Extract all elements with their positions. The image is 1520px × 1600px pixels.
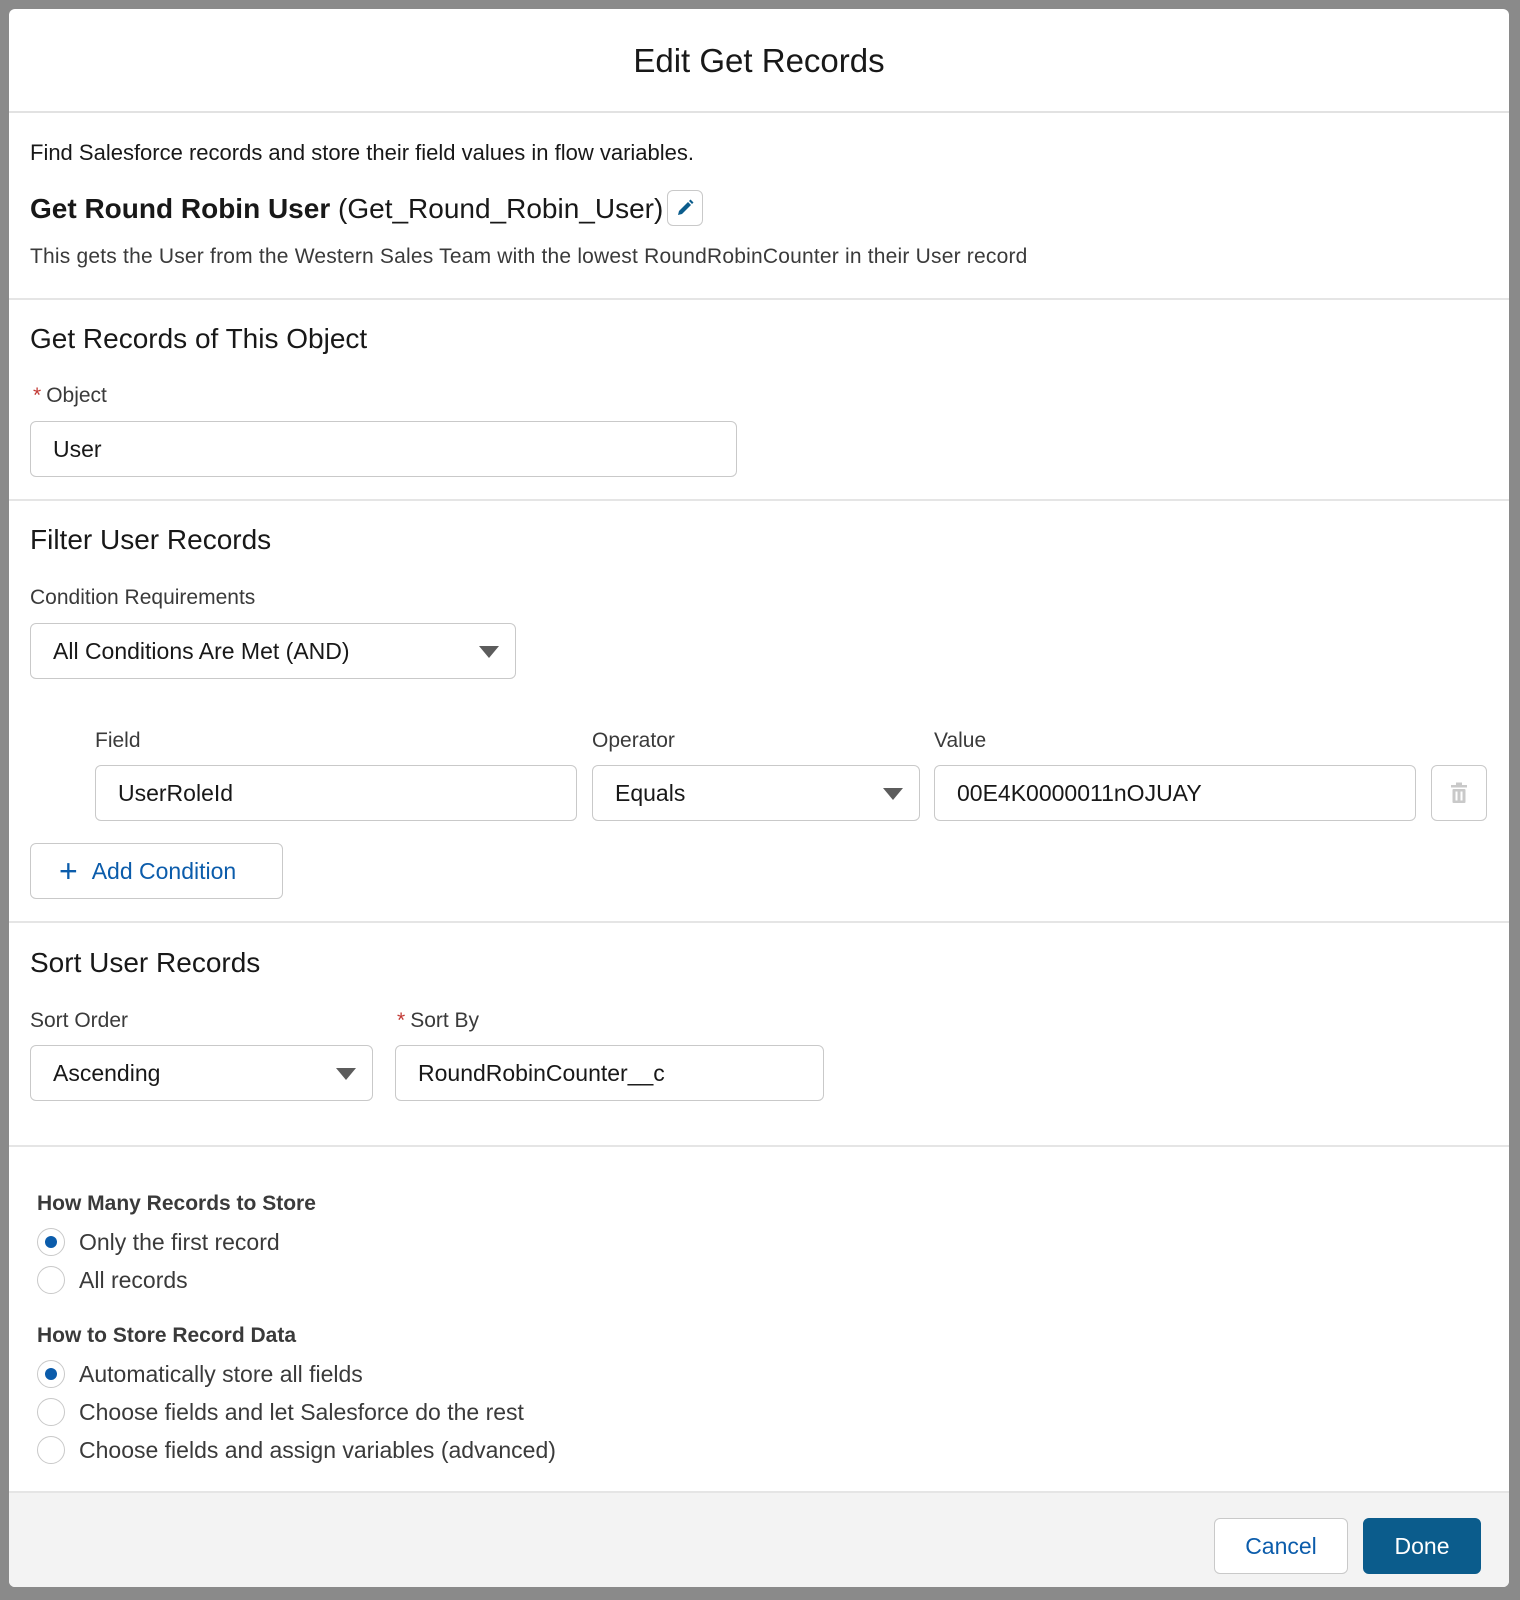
sort-order-select[interactable] [30,1045,373,1101]
sort-section-title: Sort User Records [30,947,261,978]
operator-column-label: Operator [592,729,675,752]
cancel-button[interactable]: Cancel [1214,1518,1348,1574]
radio-label: Automatically store all fields [79,1360,363,1387]
modal-footer [9,1491,1509,1587]
sort-order-value: Ascending [53,1059,161,1086]
condition-operator-select[interactable] [592,765,920,821]
chevron-down-icon [479,646,499,658]
sort-order-label: Sort Order [30,1009,129,1032]
radio-button[interactable] [37,1360,65,1388]
radio-label: Only the first record [79,1228,280,1255]
condition-requirements-value: All Conditions Are Met (AND) [53,637,350,664]
delete-condition-button[interactable] [1431,765,1487,821]
radio-choose-fields-salesforce[interactable] [37,1398,524,1426]
modal-description: Find Salesforce records and store their field values in flow variables. [30,140,694,165]
object-field-label [33,384,107,408]
object-input-value: User [53,435,102,462]
add-condition-label: Add Condition [91,857,237,884]
radio-label: All records [79,1266,188,1293]
radio-only-first-record[interactable] [37,1228,280,1256]
chevron-down-icon [883,788,903,800]
condition-value-text: 00E4K0000011nOJUAY [957,779,1202,806]
divider [9,921,1509,923]
object-label-text: Object [46,384,107,407]
radio-button[interactable] [37,1436,65,1464]
radio-button[interactable] [37,1266,65,1294]
condition-value-input[interactable] [934,765,1416,821]
pencil-icon [675,198,695,218]
element-api-name: (Get_Round_Robin_User) [338,193,664,224]
sort-by-label [397,1009,479,1033]
radio-all-records[interactable] [37,1266,188,1294]
condition-requirements-label: Condition Requirements [30,586,256,609]
element-title [30,193,663,225]
plus-icon: + [59,853,78,889]
condition-requirements-select[interactable] [30,623,516,679]
divider [9,499,1509,501]
condition-operator-value: Equals [615,779,686,806]
field-column-label: Field [95,729,141,752]
object-input[interactable] [30,421,737,477]
store-how-title: How to Store Record Data [37,1324,297,1347]
radio-label: Choose fields and assign variables (advanced) [79,1436,556,1463]
radio-choose-fields-assign[interactable] [37,1436,556,1464]
divider [9,1145,1509,1147]
object-section-title: Get Records of This Object [30,323,368,354]
done-button[interactable]: Done [1363,1518,1481,1574]
store-count-title: How Many Records to Store [37,1192,316,1215]
radio-button[interactable] [37,1398,65,1426]
condition-field-value: UserRoleId [118,779,234,806]
required-marker: * [33,384,42,407]
trash-icon [1449,782,1469,804]
sort-by-label-text: Sort By [410,1009,480,1032]
divider [9,298,1509,300]
condition-field-input[interactable] [95,765,577,821]
element-description: This gets the User from the Western Sales Team with the lowest RoundRobinCounter in their User record [30,245,1028,268]
radio-button[interactable] [37,1228,65,1256]
modal-header [9,9,1509,113]
value-column-label: Value [934,729,987,752]
element-label: Get Round Robin User [30,193,331,224]
required-marker: * [397,1009,406,1032]
add-condition-button[interactable] [30,843,283,899]
radio-auto-store-fields[interactable] [37,1360,363,1388]
edit-get-records-modal [9,9,1509,1587]
sort-by-value: RoundRobinCounter__c [418,1059,665,1086]
modal-title: Edit Get Records [633,42,885,79]
sort-by-input[interactable] [395,1045,824,1101]
radio-label: Choose fields and let Salesforce do the rest [79,1398,524,1425]
filter-section-title: Filter User Records [30,524,272,555]
edit-element-button[interactable] [667,190,703,226]
chevron-down-icon [336,1068,356,1080]
